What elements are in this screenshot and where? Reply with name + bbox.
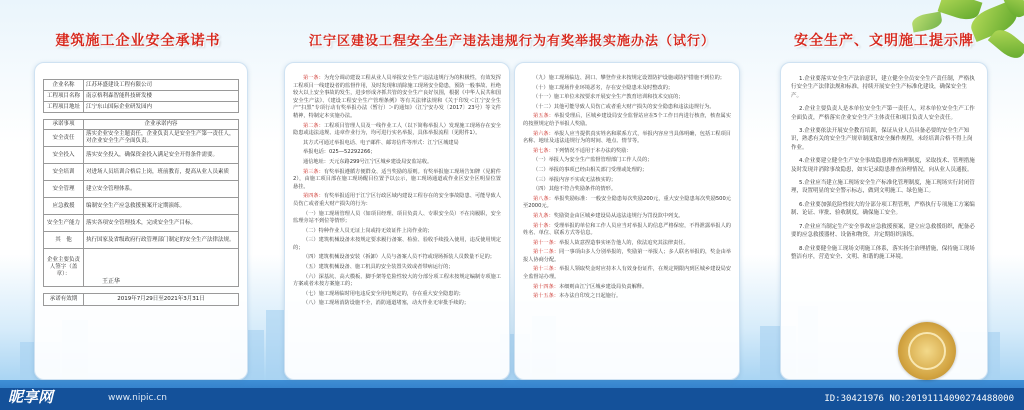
- rule-text: 本细则由江宁区城乡建设局负责解释。: [558, 283, 648, 290]
- rule-paragraph: [523, 266, 731, 281]
- rule-text: 举报电话：025—52292266；: [303, 149, 376, 156]
- rule-paragraph: [293, 169, 501, 192]
- commit-key: 安全管理: [44, 181, 84, 198]
- rule-paragraph: [523, 223, 731, 238]
- right-panel: [780, 62, 988, 380]
- rule-text: （九）施工现场临边、洞口、攀登作业未按规定设置防护设施或防护措施不到位的；: [533, 75, 725, 81]
- tips-list: [791, 75, 977, 261]
- commitment-table: [43, 79, 239, 113]
- info-value: 南京格利森智能科技研发楼: [84, 91, 239, 102]
- rule-paragraph: [293, 159, 501, 167]
- rule-text: 举报人故意捏造事实诬告他人的，依法追究其法律责任。: [558, 239, 689, 246]
- commit-key: 其 他: [44, 232, 84, 249]
- info-value: 江苏环盛建设工程有限公司: [84, 80, 239, 91]
- middle-title: 江宁区建设工程安全生产违法违规行为有奖举报实施办法（试行）: [308, 34, 715, 49]
- commit-header-value: 企业承诺内容: [84, 120, 239, 130]
- rule-paragraph: [523, 75, 731, 83]
- image-id: ID:30421976 NO:20191114090274488000: [824, 394, 1014, 404]
- rule-paragraph: [523, 293, 731, 301]
- rule-paragraph: [523, 196, 731, 211]
- period-label: 承诺有效期: [44, 294, 84, 306]
- commit-row: [44, 181, 239, 198]
- rule-paragraph: [523, 240, 731, 248]
- rule-text: （一）举报人为安全生产监督管理部门工作人员的；: [533, 157, 653, 164]
- rule-text: 下列情况不适用于本办法的奖励：: [553, 147, 632, 154]
- rule-paragraph: [293, 228, 501, 236]
- rule-text: 有奖举报遵循方便群众、适当奖励的原则。有奖举报施工现场告知牌（见附件2），由施工项目部在施工现场醒目位置予以公示，施工现场通道或作业区安全区明显位置悬挂。: [293, 168, 501, 190]
- rule-text: 有奖举报适用于江宁区行政区域内建设工程存在的安全事故隐患、可能导致人员伤亡或者重大财产损失的行为：: [293, 193, 501, 207]
- rule-paragraph: [523, 186, 731, 194]
- rule-paragraph: [293, 237, 501, 252]
- commit-header-row: [44, 120, 239, 130]
- rule-text: 工程项目管理人员及一线作业工人（以下简称举报人）发现施工现场存在安全隐患或违法违规、违章作业行为，均可进行实名举报，具体举报流程（见附件1）。: [293, 122, 501, 137]
- middle-panel-left: [284, 62, 510, 380]
- rule-text: 为充分调动建设工程从业人员举报安全生产违法违规行为的积极性，有效发挥工程项目一线建设者的监督作用，及时发现和消除施工现场安全隐患，预防一般事故、杜绝较大以上安全事故的发生，进步形成齐抓共管的安全生产良好氛围，根据《中华人民共和国安全生产法》、《建设工程安全生产管理条例》等有关法律法规和《关于印发＜江宁安全生产“扫黑”专项行动有奖举报办法（暂行）＞的通知》（江宁安办发〔2017〕23号）等文件精神，特制定本实施办法。: [293, 75, 501, 119]
- info-key: 工程项目名称: [44, 91, 84, 102]
- rule-lead: 第十三条：: [533, 266, 560, 273]
- watermark-logo: 昵享网: [8, 388, 54, 406]
- rule-text: 本办法自印发之日起施行。: [558, 293, 622, 300]
- rule-text: 通信地址：天元东路299号江宁区城乡建设局安监站收。: [303, 158, 433, 165]
- info-row: [44, 102, 239, 113]
- left-title: 建筑施工企业安全承诺书: [55, 33, 221, 49]
- commit-header-key: 承诺事项: [44, 120, 84, 130]
- rules-column-2: [523, 75, 731, 301]
- commit-value: 编制安全生产应急救援预案开定期演练。: [84, 198, 239, 215]
- rule-lead: 第一条：: [303, 75, 324, 81]
- sign-row: [44, 249, 239, 287]
- info-row: [44, 80, 239, 91]
- commit-value: 落实企业安全主题责任，企业负责人是安全生产第一责任人，对企业安全生产全面负责。: [84, 130, 239, 147]
- rule-paragraph: [293, 274, 501, 289]
- commit-row: [44, 198, 239, 215]
- rule-paragraph: [523, 157, 731, 165]
- rule-text: 举报人应当提供真实姓名和联系方式，举报内容应当具体明确，包括工程项目名称、地址及违法违规行为的时间、地点、情节等。: [523, 130, 731, 145]
- rule-text: （十）施工现场作业环境恶劣，存在安全隐患未及时整改的；: [533, 84, 674, 91]
- rule-text: （二）特种作业人员无证上岗或持无效证件上岗作业的；: [303, 227, 433, 234]
- commit-key: 安全生产能力: [44, 215, 84, 232]
- rule-paragraph: [293, 300, 501, 308]
- rule-paragraph: [523, 104, 731, 112]
- rule-lead: 第十四条：: [533, 283, 559, 290]
- rule-paragraph: [523, 177, 731, 185]
- tip-item: 6.企业要加强危险性较大的分部分项工程管理，严格执行专项施工方案编制、论证、审批、验收制度，确保施工安全。: [791, 201, 975, 217]
- rule-paragraph: [293, 211, 501, 226]
- rule-paragraph: [523, 131, 731, 146]
- rule-lead: 第四条：: [303, 193, 324, 200]
- commit-row: [44, 147, 239, 164]
- rule-lead: 第十条：: [533, 222, 554, 229]
- rule-text: 受理举报的单位和工作人员应当对举报人的信息严格保密，不得泄露举报人的姓名、单位、联系方式等信息。: [523, 222, 731, 237]
- footer-bar: [0, 388, 1024, 410]
- commit-key: 安全培训: [44, 164, 84, 181]
- tip-item: 7.企业应当制定生产安全事故应急救援预案，建立应急救援组织，配备必要的应急救援器材、设备和物资，并定期组织演练。: [791, 223, 975, 239]
- rule-paragraph: [293, 193, 501, 208]
- commit-row: [44, 164, 239, 181]
- commit-key: 应急救援: [44, 198, 84, 215]
- rule-text: 奖励资金由区城乡建设局从违法违规行为罚没款中列支。: [553, 212, 684, 219]
- rule-text: （一）施工现场管理人员（如项目经理、项目负责人、专职安全员）不在岗履职，安全监理旁站不到位等情形；: [293, 210, 501, 225]
- tip-item: 3.企业要依法开展安全教育培训，保证从业人员具备必要的安全生产知识，熟悉有关的安全生产规章制度和安全操作规程，未经培训合格不得上岗作业。: [791, 128, 973, 151]
- commit-row: [44, 130, 239, 147]
- rule-text: （五）建筑机械设备、施工机具的安全装置失效或者带病运行的；: [303, 264, 454, 271]
- rule-lead: 第九条：: [533, 212, 554, 219]
- rule-paragraph: [523, 85, 731, 93]
- rule-text: （七）施工现场临时用电违反安全用电规定的，存在重大安全隐患的；: [303, 290, 464, 297]
- rule-text: 同一事项由多人分别举报的，奖励第一举报人；多人联名举报的，奖金由举报人协商分配。: [523, 249, 731, 263]
- rule-lead: 第八条：: [533, 195, 554, 202]
- commit-key: 安全投入: [44, 147, 84, 164]
- rule-text: （八）施工现场消防设施不全，消防通道堵塞，动火作业无审批手续的；: [303, 300, 470, 307]
- commit-value: 执行国家及省级政府行政管理部门制定的安全生产法律法规。: [84, 232, 239, 249]
- rule-text: （十一）施工单位未按要求开展安全生产教育培训和技术交底的；: [533, 94, 684, 101]
- tip-item: 2.企业主要负责人是本单位安全生产第一责任人，对本单位安全生产工作全面负责，严格落实企业安全生产主体责任和项目负责人安全责任。: [791, 106, 975, 121]
- rule-text: 举报受理后，区城乡建设局安全监督站应在5个工作日内进行核查，核查属实的按照规定给予举报人奖励。: [523, 113, 731, 127]
- rule-paragraph: [523, 249, 731, 264]
- rule-paragraph: [523, 284, 731, 292]
- left-panel: [34, 62, 248, 380]
- sign-label: 企业主要负责人签字（盖章）：: [44, 249, 84, 287]
- rule-paragraph: [523, 113, 731, 128]
- period-table: [43, 293, 239, 306]
- rule-text: （三）建筑机械设备未按规定要求履行备案、检验、验收手续投入使用，违反使用规定的；: [293, 237, 501, 251]
- watermark-url: www.nipic.cn: [108, 393, 167, 403]
- tip-item: 1.企业要落实安全生产法治意识，建立健全全员安全生产责任制，严格执行安全生产法律法规和标准，持续开展安全生产标准化建设，确保安全生产。: [791, 76, 975, 99]
- rule-lead: 第五条：: [533, 113, 555, 120]
- rule-text: （四）建筑机械设备安装（拆卸）人员与备案人员不符或现场拆装人员数量不足的；: [303, 254, 495, 261]
- commit-row: [44, 232, 239, 249]
- info-key: 工程项目地址: [44, 102, 84, 113]
- period-value: 2019年7月29日至2021年3月31日: [84, 294, 239, 306]
- signer-name: 王正华: [84, 249, 239, 287]
- rules-column-1: [293, 75, 501, 308]
- rule-lead: 第十二条：: [533, 249, 560, 256]
- rule-paragraph: [293, 291, 501, 299]
- rule-text: （二）举报的事项已经由相关部门受理或处理的；: [533, 166, 648, 173]
- commit-row: [44, 215, 239, 232]
- commit-value: 落实安全投入，确保资金投入满足安全开得条件需要。: [84, 147, 239, 164]
- rule-paragraph: [293, 140, 501, 148]
- rule-paragraph: [293, 75, 501, 121]
- rule-text: （三）举报内容不实或无法核实的；: [533, 176, 617, 183]
- rule-lead: 第十五条：: [533, 293, 559, 300]
- rule-paragraph: [523, 167, 731, 175]
- rule-lead: 第二条：: [303, 122, 324, 129]
- tip-item: 5.企业应当建立施工现场安全生产标准化管理制度，施工现场实行封闭管理，设置明显的安全警示标志，做到文明施工、绿色施工。: [791, 180, 975, 195]
- commit-key: 安全责任: [44, 130, 84, 147]
- rule-paragraph: [293, 264, 501, 272]
- safety-emblem: [898, 322, 956, 380]
- rule-paragraph: [293, 149, 501, 157]
- rule-text: 举报奖励标准：一般安全隐患每次奖励200元，重大安全隐患每次奖励500元至2000元。: [523, 195, 731, 210]
- rule-text: （四）其他不符合奖励条件的情形。: [533, 186, 617, 193]
- rule-text: （六）深基坑、高大模板、脚手架等危险性较大的分部分项工程未按规定编制专项施工方案或者未按方案施工的；: [293, 273, 501, 288]
- middle-panel-right: [514, 62, 740, 380]
- rule-text: 举报人领取奖金时应持本人有效身份证件，在规定期限内到区城乡建设局安全监督站办理。: [523, 266, 731, 281]
- commit-value: 落实各项安全管理技术，完成安全生产目标。: [84, 215, 239, 232]
- rule-paragraph: [293, 123, 501, 138]
- rule-text: 其方式可通过举报电话、电子邮件、邮寄信件等形式：江宁区城建局: [303, 139, 459, 146]
- info-value: 江宁东山国际企业研发园内: [84, 102, 239, 113]
- commit-value: 建立安全管理体系。: [84, 181, 239, 198]
- rule-lead: 第三条：: [303, 168, 324, 175]
- rule-paragraph: [523, 213, 731, 221]
- tip-item: 4.企业要建立健全生产安全事故隐患排查治理制度，采取技术、管理措施及时发现并消除事故隐患，如实记录隐患排查治理情况，向从业人员通报。: [791, 158, 975, 173]
- rule-lead: 第十一条：: [533, 239, 559, 246]
- right-title: 安全生产、文明施工提示牌: [794, 33, 974, 49]
- rule-paragraph: [293, 254, 501, 262]
- rule-text: （十二）其他可能导致人员伤亡或者重大财产损失的安全隐患和违法违规行为。: [533, 103, 715, 110]
- rule-paragraph: [523, 148, 731, 156]
- tip-item: 8.企业要健全施工现场文明施工体系，落实扬尘治理措施，保持施工现场整洁有序，营造安全、文明、和谐的施工环境。: [791, 245, 975, 260]
- rule-lead: 第七条：: [533, 147, 554, 154]
- info-row: [44, 91, 239, 102]
- rule-lead: 第六条：: [533, 130, 554, 137]
- commit-value: 对进场人员培训合格后上岗，班前教育，提高从业人员素质: [84, 164, 239, 181]
- info-key: 企业名称: [44, 80, 84, 91]
- commit-items-table: [43, 119, 239, 287]
- rule-paragraph: [523, 94, 731, 102]
